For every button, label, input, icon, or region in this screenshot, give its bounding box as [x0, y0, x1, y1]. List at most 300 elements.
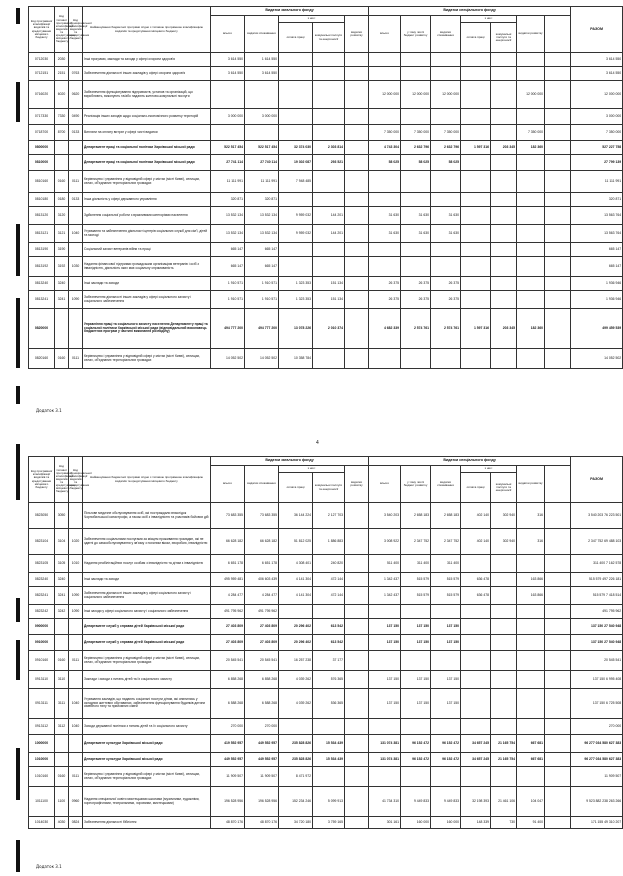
cell-g-cons: 27 403 809: [245, 635, 279, 651]
cell-name: Інша діяльність у сфері державного управління: [83, 193, 211, 207]
cell-s-wage: [461, 671, 491, 689]
cell-t: [55, 141, 69, 155]
table-row: [29, 753, 623, 767]
cell-s-cons: [431, 67, 461, 81]
cell-s-dev: 163 866: [517, 573, 545, 587]
cell-k: 1000000: [29, 735, 55, 753]
cell-s-extra: [545, 573, 571, 587]
cell-g-total: 73 683 355: [211, 503, 245, 529]
cell-s-dev: [517, 109, 545, 125]
cell-g-total: 3 614 550: [211, 67, 245, 81]
cell-g-dev: [345, 277, 369, 291]
cell-s-total: 1 342 437: [369, 587, 401, 605]
cell-k: 0900000: [29, 619, 55, 635]
cell-g-cons: 522 517 454: [245, 141, 279, 155]
cell-s-wage: [461, 53, 491, 67]
cell-sum: 137 150 27 540 948: [571, 619, 623, 635]
cell-k: 0718700: [29, 125, 55, 141]
cell-g-util: [313, 109, 345, 125]
cell-s-total: 3 540 203: [369, 503, 401, 529]
cell-g-dev: [345, 193, 369, 207]
cell-k: 0810160: [29, 171, 55, 193]
table-row: [29, 125, 623, 141]
cell-s-own: 137 150: [401, 671, 431, 689]
table-row: [29, 529, 623, 555]
cell-s-cons: 137 150: [431, 689, 461, 719]
cell-g-cons: 4 284 477: [245, 587, 279, 605]
cell-s-dev: [517, 207, 545, 225]
cell-g-total: 522 517 454: [211, 141, 245, 155]
cell-f: [69, 141, 83, 155]
cell-g-wage: 235 828 826: [279, 735, 313, 753]
table-row: [29, 309, 623, 349]
cell-g-wage: 4 039 262: [279, 689, 313, 719]
cell-name: Соціальний захист ветеранів війни та праці: [83, 243, 211, 257]
cell-s-util: [491, 277, 517, 291]
cell-f: 0620: [69, 81, 83, 109]
cell-s-cons: 137 150: [431, 635, 461, 651]
cell-sum: 499 459 539: [571, 309, 623, 349]
cell-s-total: [369, 605, 401, 619]
cell-g-wage: 1 323 353: [279, 277, 313, 291]
cell-s-cons: [431, 651, 461, 671]
cell-s-own: 2 347 752: [401, 529, 431, 555]
cell-g-util: [313, 81, 345, 109]
cell-g-dev: [345, 817, 369, 829]
cell-s-total: 131 074 381: [369, 753, 401, 767]
g-of-which-header: з них:: [279, 16, 345, 23]
cell-g-dev: [345, 619, 369, 635]
cell-s-wage: [461, 605, 491, 619]
cell-g-cons: 11 909 507: [245, 767, 279, 787]
cell-g-wage: [279, 193, 313, 207]
cell-g-util: [313, 719, 345, 735]
cell-k: 0820160: [29, 349, 55, 369]
cell-s-extra: [545, 587, 571, 605]
cell-f: 1040: [69, 719, 83, 735]
cell-s-total: 131 074 381: [369, 735, 401, 753]
cell-name: Департамент культури Харківської міської ради: [83, 753, 211, 767]
cell-s-dev: 104 047: [517, 787, 545, 817]
cell-s-cons: 26 375: [431, 277, 461, 291]
cell-s-wage: 34 657 245: [461, 735, 491, 753]
cell-g-total: 13 532 134: [211, 207, 245, 225]
cell-s-own: [401, 171, 431, 193]
cell-g-wage: 20 296 402: [279, 619, 313, 635]
cell-s-dev: [517, 619, 545, 635]
cell-g-cons: 6 651 178: [245, 555, 279, 573]
cell-g-total: 6 651 178: [211, 555, 245, 573]
cell-s-dev: [517, 767, 545, 787]
cell-s-total: 58 025: [369, 155, 401, 171]
cell-t: [55, 735, 69, 753]
cell-s-cons: 96 152 472: [431, 753, 461, 767]
cell-sum: 13 563 764: [571, 207, 623, 225]
s-own-header: у тому числі бюджет розвитку: [401, 16, 431, 53]
cell-k: 0823242: [29, 605, 55, 619]
cell-s-own: [401, 719, 431, 735]
table-header: [29, 7, 623, 53]
cell-s-extra: [545, 207, 571, 225]
cell-g-cons: 1 910 571: [245, 291, 279, 309]
cell-g-total: 6 858 268: [211, 671, 245, 689]
table-row: [29, 605, 623, 619]
cell-sum: 1 936 946: [571, 291, 623, 309]
table-row: [29, 787, 623, 817]
cell-g-total: [211, 81, 245, 109]
cell-s-extra: [545, 651, 571, 671]
cell-s-util: [491, 155, 517, 171]
budget-table-page-1: [28, 6, 623, 369]
cell-g-wage: 13 078 226: [279, 309, 313, 349]
cell-s-cons: 137 150: [431, 619, 461, 635]
cell-s-extra: [545, 225, 571, 243]
cell-sum: 3 000 000: [571, 109, 623, 125]
cell-s-util: [491, 225, 517, 243]
cell-g-total: 20 545 541: [211, 651, 245, 671]
scan-mark: [16, 640, 20, 680]
cell-s-wage: 34 657 245: [461, 753, 491, 767]
cell-g-wage: 20 296 402: [279, 635, 313, 651]
s-development-header: видатки розвитку: [517, 466, 545, 503]
cell-f: 1040: [69, 225, 83, 243]
cell-s-dev: [517, 651, 545, 671]
cell-s-wage: 148 339: [461, 817, 491, 829]
cell-name: Заходи державної політики з питань дітей та їх соціального захисту: [83, 719, 211, 735]
cell-g-wage: 32 374 030: [279, 141, 313, 155]
cell-t: 1100: [55, 787, 69, 817]
cell-name: Інші заклади та заходи: [83, 277, 211, 291]
cell-g-wage: 4 141 304: [279, 573, 313, 587]
cell-t: 3192: [55, 257, 69, 277]
cell-s-total: 4 743 304: [369, 141, 401, 155]
cell-f: 0133: [69, 193, 83, 207]
cell-sum: 12 000 000: [571, 81, 623, 109]
scan-mark: [16, 224, 20, 276]
cell-f: [69, 573, 83, 587]
page-note: Додаток 3.1: [36, 864, 62, 869]
cell-s-wage: 1 597 316: [461, 309, 491, 349]
table-row: [29, 349, 623, 369]
general-fund-header: Видатки загального фонду: [211, 457, 369, 466]
cell-g-total: 48 870 176: [211, 817, 245, 829]
cell-f: 0111: [69, 767, 83, 787]
cell-name: Департамент служб у справах дітей Харківської міської ради: [83, 619, 211, 635]
cell-g-cons: 270 000: [245, 719, 279, 735]
cell-s-total: [369, 767, 401, 787]
special-fund-header: Видатки спеціального фонду: [369, 7, 571, 16]
cell-g-dev: [345, 753, 369, 767]
cell-s-dev: [517, 171, 545, 193]
cell-s-total: [369, 651, 401, 671]
cell-name: Департамент праці та соціальної політики Харківської міської ради: [83, 141, 211, 155]
table-row: [29, 225, 623, 243]
cell-sum: 527 227 758: [571, 141, 623, 155]
cell-t: [55, 635, 69, 651]
cell-s-extra: [545, 81, 571, 109]
cell-f: [69, 277, 83, 291]
cell-s-cons: [431, 171, 461, 193]
cell-g-cons: 196 528 956: [245, 787, 279, 817]
cell-k: 0823050: [29, 503, 55, 529]
cell-g-wage: 10 358 784: [279, 349, 313, 369]
cell-name: Інші заклади та заходи: [83, 573, 211, 587]
cell-s-total: 137 150: [369, 689, 401, 719]
cell-s-own: 9 449 833: [401, 787, 431, 817]
cell-f: 0763: [69, 67, 83, 81]
cell-name: Утримання закладів, що надають соціальні послуги дітям, які опинились у складних життєвих обставинах, забезпечення функціонування будинків дитини сімейного типу та прийомних сімей: [83, 689, 211, 719]
cell-k: 0823240: [29, 573, 55, 587]
cell-s-dev: 316: [517, 503, 545, 529]
cell-g-util: 472 144: [313, 573, 345, 587]
cell-g-cons: 406 603 439: [245, 573, 279, 587]
cell-s-extra: [545, 309, 571, 349]
cell-s-own: 515 579: [401, 573, 431, 587]
cell-s-wage: [461, 349, 491, 369]
cell-s-total: 31 630: [369, 207, 401, 225]
cell-g-util: [313, 125, 345, 141]
cell-s-own: [401, 349, 431, 369]
cell-s-dev: 667 681: [517, 753, 545, 767]
cell-g-dev: [345, 529, 369, 555]
cell-s-extra: [545, 291, 571, 309]
s-total-header: всього: [369, 466, 401, 503]
cell-f: [69, 671, 83, 689]
cell-s-util: [491, 67, 517, 81]
g-wages-header: оплата праці: [279, 23, 313, 53]
cell-g-util: 2 303 814: [313, 141, 345, 155]
cell-f: 1020: [69, 529, 83, 555]
cell-sum: 11 909 507: [571, 767, 623, 787]
cell-s-cons: 58 025: [431, 155, 461, 171]
cell-s-dev: 316: [517, 529, 545, 555]
cell-s-cons: 160 000: [431, 817, 461, 829]
cell-s-extra: [545, 635, 571, 651]
table-row: [29, 767, 623, 787]
cell-name: Забезпечення діяльності інших закладів у сфері соціального захисту і соціального забезпечення: [83, 291, 211, 309]
cell-s-wage: 32 198 393: [461, 787, 491, 817]
cell-g-cons: 449 552 957: [245, 753, 279, 767]
cell-f: 0111: [69, 171, 83, 193]
cell-s-extra: [545, 753, 571, 767]
cell-g-cons: 73 683 355: [245, 503, 279, 529]
cell-g-total: 665 147: [211, 257, 245, 277]
cell-s-util: 21 165 754: [491, 753, 517, 767]
cell-g-total: 491 795 962: [211, 605, 245, 619]
cell-t: 3110: [55, 671, 69, 689]
cell-f: 1040: [69, 689, 83, 719]
cell-sum: 13 563 764: [571, 225, 623, 243]
cell-s-util: [491, 349, 517, 369]
cell-t: 3112: [55, 719, 69, 735]
cell-s-util: [491, 555, 517, 573]
cell-s-wage: [461, 193, 491, 207]
cell-name: Реалізація інших заходів щодо соціально-економічного розвитку територій: [83, 109, 211, 125]
cell-s-util: [491, 171, 517, 193]
cell-g-dev: [345, 635, 369, 651]
s-of-which-header: з них:: [461, 16, 517, 23]
cell-s-own: 2 632 796: [401, 141, 431, 155]
cell-g-wage: 51 812 025: [279, 529, 313, 555]
cell-s-extra: [545, 787, 571, 817]
page-2: [0, 430, 622, 876]
g-development-header: видатки розвитку: [345, 16, 369, 53]
col-kpkv: Код програмної класифікації видатків та кредитування місцевого бюджету: [29, 457, 55, 503]
cell-s-own: [401, 651, 431, 671]
cell-g-dev: [345, 605, 369, 619]
cell-g-total: 1 910 571: [211, 291, 245, 309]
cell-s-dev: [517, 225, 545, 243]
cell-g-util: 151 134: [313, 291, 345, 309]
cell-g-util: 240 820: [313, 555, 345, 573]
cell-name: Пільгове медичне обслуговування осіб, які постраждали внаслідок Чорнобильської катастрофи, а також осіб з інвалідністю та учасників бойових дій: [83, 503, 211, 529]
cell-s-cons: [431, 243, 461, 257]
cell-k: 0823104: [29, 529, 55, 555]
cell-g-cons: 1 910 571: [245, 277, 279, 291]
table-row: [29, 141, 623, 155]
cell-s-extra: [545, 735, 571, 753]
cell-k: 0813190: [29, 243, 55, 257]
table-row: [29, 651, 623, 671]
cell-k: 0810000: [29, 155, 55, 171]
cell-s-own: 12 000 000: [401, 81, 431, 109]
cell-g-dev: [345, 671, 369, 689]
cell-s-total: [369, 53, 401, 67]
cell-k: 0800000: [29, 141, 55, 155]
cell-g-dev: [345, 573, 369, 587]
cell-g-util: 3 759 165: [313, 817, 345, 829]
cell-g-total: 495 959 481: [211, 573, 245, 587]
cell-name: Керівництво і управління у відповідній сфері у містах (місті Києві), селищах, селах, об'єднаних територіальних громадах: [83, 349, 211, 369]
cell-sum: 1 936 946: [571, 277, 623, 291]
cell-g-util: 613 542: [313, 635, 345, 651]
cell-sum: 137 150 6 725 508: [571, 689, 623, 719]
cell-g-util: 576 365: [313, 671, 345, 689]
cell-g-cons: 48 870 176: [245, 817, 279, 829]
cell-name: Заклади і заходи з питань дітей та їх соціального захисту: [83, 671, 211, 689]
table-row: [29, 573, 623, 587]
cell-sum: 137 150 6 995 408: [571, 671, 623, 689]
cell-k: 0813121: [29, 225, 55, 243]
cell-g-dev: [345, 155, 369, 171]
cell-s-own: 137 150: [401, 619, 431, 635]
cell-s-extra: [545, 529, 571, 555]
cell-t: 0160: [55, 767, 69, 787]
cell-s-extra: [545, 155, 571, 171]
cell-name: Інші програми, заклади та заходи у сфері охорони здоров'я: [83, 53, 211, 67]
cell-g-dev: [345, 67, 369, 81]
cell-name: Надання фінансової підтримки громадським організаціям ветеранів і осіб з інвалідністю, діяльність яких має соціальну спрямованість: [83, 257, 211, 277]
cell-s-total: [369, 349, 401, 369]
cell-s-dev: [517, 349, 545, 369]
cell-s-util: [491, 605, 517, 619]
sum-header: РАЗОМ: [571, 457, 623, 503]
cell-s-wage: [461, 125, 491, 141]
cell-t: 3242: [55, 605, 69, 619]
cell-t: 7330: [55, 109, 69, 125]
cell-g-cons: [245, 81, 279, 109]
cell-g-util: [313, 243, 345, 257]
cell-s-dev: [517, 257, 545, 277]
cell-s-dev: [517, 719, 545, 735]
s-development-header: видатки розвитку: [517, 16, 545, 53]
cell-s-own: [401, 605, 431, 619]
cell-g-cons: 66 628 182: [245, 529, 279, 555]
cell-s-own: [401, 109, 431, 125]
cell-k: 0813241: [29, 291, 55, 309]
g-of-which-header: з них:: [279, 466, 345, 473]
cell-s-dev: [517, 635, 545, 651]
cell-s-util: [491, 619, 517, 635]
cell-name: Забезпечення функціонування підприємств, установ та організацій, що виробляють, виконують та/або надають житлово-комунальні послуги: [83, 81, 211, 109]
cell-s-dev: [517, 277, 545, 291]
cell-s-own: 31 630: [401, 225, 431, 243]
cell-g-total: 6 588 268: [211, 689, 245, 719]
cell-t: 4030: [55, 817, 69, 829]
cell-g-dev: [345, 719, 369, 735]
cell-f: 0111: [69, 651, 83, 671]
cell-g-wage: 1 323 353: [279, 291, 313, 309]
cell-g-cons: 11 111 991: [245, 171, 279, 193]
cell-g-total: [211, 125, 245, 141]
cell-sum: 171 155 49 310 207: [571, 817, 623, 829]
cell-f: 1030: [69, 257, 83, 277]
cell-s-total: 7 350 000: [369, 125, 401, 141]
cell-f: 0133: [69, 125, 83, 141]
cell-g-wage: [279, 125, 313, 141]
cell-g-dev: [345, 555, 369, 573]
cell-s-own: [401, 67, 431, 81]
col-tpkv: Код типової програмної класифікації видатків та кредитування місцевого бюджету: [55, 7, 69, 53]
cell-t: 3241: [55, 291, 69, 309]
cell-g-dev: [345, 787, 369, 817]
cell-s-extra: [545, 257, 571, 277]
cell-s-util: [491, 587, 517, 605]
cell-s-own: 7 350 000: [401, 125, 431, 141]
cell-k: 0823241: [29, 587, 55, 605]
cell-s-util: [491, 689, 517, 719]
cell-s-extra: [545, 503, 571, 529]
cell-s-own: 2 574 761: [401, 309, 431, 349]
cell-s-dev: [517, 605, 545, 619]
cell-s-own: [401, 243, 431, 257]
cell-f: [69, 243, 83, 257]
table-body: [29, 503, 623, 829]
table-row: [29, 277, 623, 291]
cell-g-wage: 36 144 224: [279, 503, 313, 529]
cell-t: 6020: [55, 81, 69, 109]
cell-g-total: 1 910 571: [211, 277, 245, 291]
cell-name: Керівництво і управління у відповідній сфері у містах (місті Києві), селищах, селах, об'єднаних територіальних громадах: [83, 651, 211, 671]
cell-s-wage: [461, 767, 491, 787]
cell-s-own: 26 375: [401, 291, 431, 309]
cell-sum: 11 111 991: [571, 171, 623, 193]
col-name: Найменування бюджетної програми згідно з типовою програмною класифікацією видатків та кредитування місцевого бюджету: [83, 457, 211, 503]
table-body: [29, 53, 623, 369]
cell-s-util: [491, 207, 517, 225]
table-row: [29, 109, 623, 125]
cell-s-extra: [545, 193, 571, 207]
cell-s-dev: 12 000 000: [517, 81, 545, 109]
cell-g-util: 1 886 883: [313, 529, 345, 555]
page-number: 4: [316, 440, 319, 446]
s-current-header: видатки споживання: [431, 466, 461, 503]
scan-mark: [16, 444, 20, 500]
table-row: [29, 257, 623, 277]
cell-g-total: 196 528 956: [211, 787, 245, 817]
cell-g-wage: 152 234 246: [279, 787, 313, 817]
cell-sum: 137 150 27 540 948: [571, 635, 623, 651]
